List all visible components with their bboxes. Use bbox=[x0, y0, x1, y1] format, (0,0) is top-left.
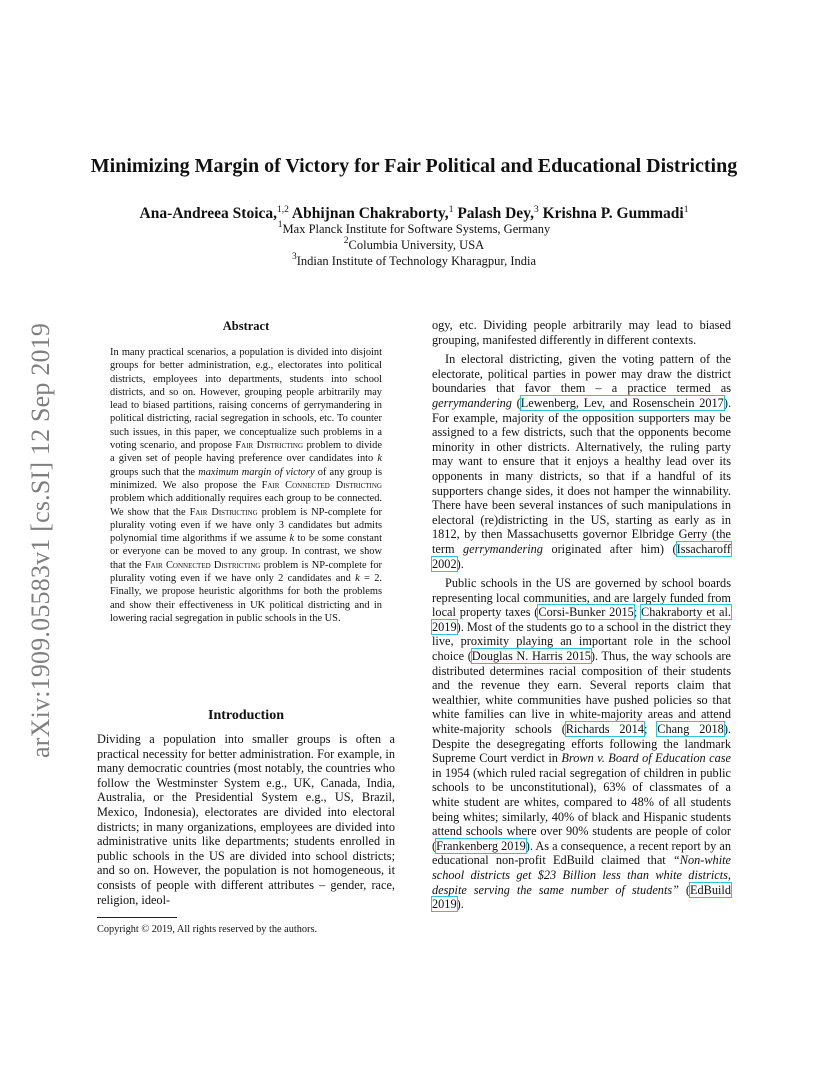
right-column bbox=[432, 318, 731, 917]
citation-link[interactable]: Frankenberg 2019 bbox=[436, 838, 526, 853]
author-name: Ana-Andreea Stoica, bbox=[139, 205, 278, 222]
abstract-heading: Abstract bbox=[222, 319, 270, 333]
citation-link[interactable]: Chang 2018 bbox=[657, 722, 724, 737]
paragraph: Public schools in the US are governed by school boards representing local communities, and are largely funded from local property taxes (Corsi-Bunker 2015; Chakraborty et al. 2019). Most of the students go to a school in the district they live, proximity playing an important role in the school choice (Douglas N. Harris 2015). Thus, the way schools are distributed determines racial composition of their students and the revenue they earn. Several reports claim that wealthier, white communities have pushed policies so that white families can live in white-majority areas and attend white-majority schools (Richards 2014; Chang 2018). Despite the desegregating efforts following the landmark Supreme Court verdict in Brown v. Board of Education case in 1954 (which ruled racial segregation of children in public schools to be unconstitutional), 63% of classmates of a white student are whites, compared to 48% of all students being whites; similarly, 40% of black and Hispanic students attend schools where over 90% students are people of color (Frankenberg 2019). As a consequence, a recent report by an educational non-profit EdBuild claimed that “Non-white school districts get $23 Billion less than white districts, despite serving the same number of students” (EdBuild 2019). bbox=[432, 576, 731, 912]
citation-link[interactable]: Issacharoff 2002 bbox=[432, 541, 732, 571]
citation-link[interactable]: Chakraborty et al. 2019 bbox=[432, 605, 731, 634]
author-name: Palash Dey, bbox=[457, 205, 534, 222]
citation-link[interactable]: Lewenberg, Lev, and Rosenschein 2017 bbox=[520, 395, 724, 410]
abstract-body: In many practical scenarios, a population is divided into disjoint groups for better administration, e.g., electorates into political districts, employees into departments, students into school districts, and so on. However, grouping people arbitrarily may lead to biased partitions, raising concerns of gerrymandering in political districting, racial segregation in schools, etc. To counter such issues, in this paper, we conceptualize such problems in a voting scenario, and propose Fair Districting problem to divide a given set of people having preference over candidates into k groups such that the maximum margin of victory of any group is minimized. We also propose the Fair Connected Districting problem which additionally requires each group to be connected. We show that the Fair Districting problem is NP-complete for plurality voting even if we have only 3 candidates but admits polynomial time algorithms if we assume k to be some constant or everyone can be moved to any group. In contrast, we show that the Fair Connected Districting problem is NP-complete for plurality voting even if we have only 2 candidates and k = 2. Finally, we propose heuristic algorithms for both the problems and show their effectiveness in UK political districting and in lowering racial segregation in public schools in the US. bbox=[110, 347, 382, 624]
citation-link[interactable]: Douglas N. Harris 2015 bbox=[471, 649, 591, 664]
section-heading-introduction: Introduction bbox=[208, 708, 284, 723]
paragraph: ogy, etc. Dividing people arbitrarily may lead to biased grouping, manifested differently in different contexts. bbox=[432, 318, 731, 347]
arxiv-stamp: arXiv:1909.05583v1 [cs.SI] 12 Sep 2019 bbox=[26, 322, 55, 758]
introduction-paragraph: Dividing a population into smaller groups is often a practical necessity for better administration. For example, in many democratic countries (most notably, the countries who follow the Westminster System e.g., UK, Canada, India, Australia, or the Presidential System e.g., US, Brazil, Mexico, Indonesia), electorates are divided into electoral districts; in many organizations, employees are divided into administrative units like departments; students enrolled in public schools in the US are divided into school districts; and so on. However, the population is not homogeneous, it consists of people with different attributes – gender, race, religion, ideol- bbox=[97, 732, 395, 907]
paragraph: In electoral districting, given the voting pattern of the electorate, political parties in power may draw the district boundaries that favor them – a practice termed as gerrymandering (Lewenberg, Lev, and Rosenschein 2017). For example, majority of the opposition supporters may be assigned to a few districts, such that the opponents become minority in other districts. Alternatively, the ruling party may want to ensure that it enjoys a healthy lead over its opponents in many districts, so that if a handful of its supporters change sides, it does not hamper the winnability. There have been several instances of such manipulations in electoral (re)districting in the US, starting as early as in 1812, by then Massachusetts governor Elbridge Gerry (the term gerrymandering originated after him) (Issacharoff 2002). bbox=[432, 352, 732, 571]
citation-link[interactable]: Corsi-Bunker 2015 bbox=[538, 605, 634, 620]
footnote-rule bbox=[97, 917, 177, 918]
author-name: Krishna P. Gummadi bbox=[542, 205, 684, 222]
citation-link[interactable]: EdBuild 2019 bbox=[432, 882, 731, 912]
author-list: Ana-Andreea Stoica,$^{1,2}$ Abhijnan Chakraborty,$^1$ Palash Dey,$^3$ Krishna P. Gummadi$^1$ bbox=[139, 205, 689, 222]
affiliation: $^3$Indian Institute of Technology Kharagpur, India bbox=[291, 252, 537, 268]
affiliation: $^1$Max Planck Institute for Software Systems, Germany bbox=[277, 220, 551, 236]
author-name: Abhijnan Chakraborty, bbox=[291, 205, 449, 222]
citation-link[interactable]: Richards 2014 bbox=[565, 722, 644, 737]
affiliation: $^2$Columbia University, USA bbox=[343, 236, 485, 252]
paper-title: Minimizing Margin of Victory for Fair Political and Educational Districting bbox=[90, 155, 738, 177]
copyright-footnote: Copyright © 2019, All rights reserved by the authors. bbox=[97, 924, 318, 935]
